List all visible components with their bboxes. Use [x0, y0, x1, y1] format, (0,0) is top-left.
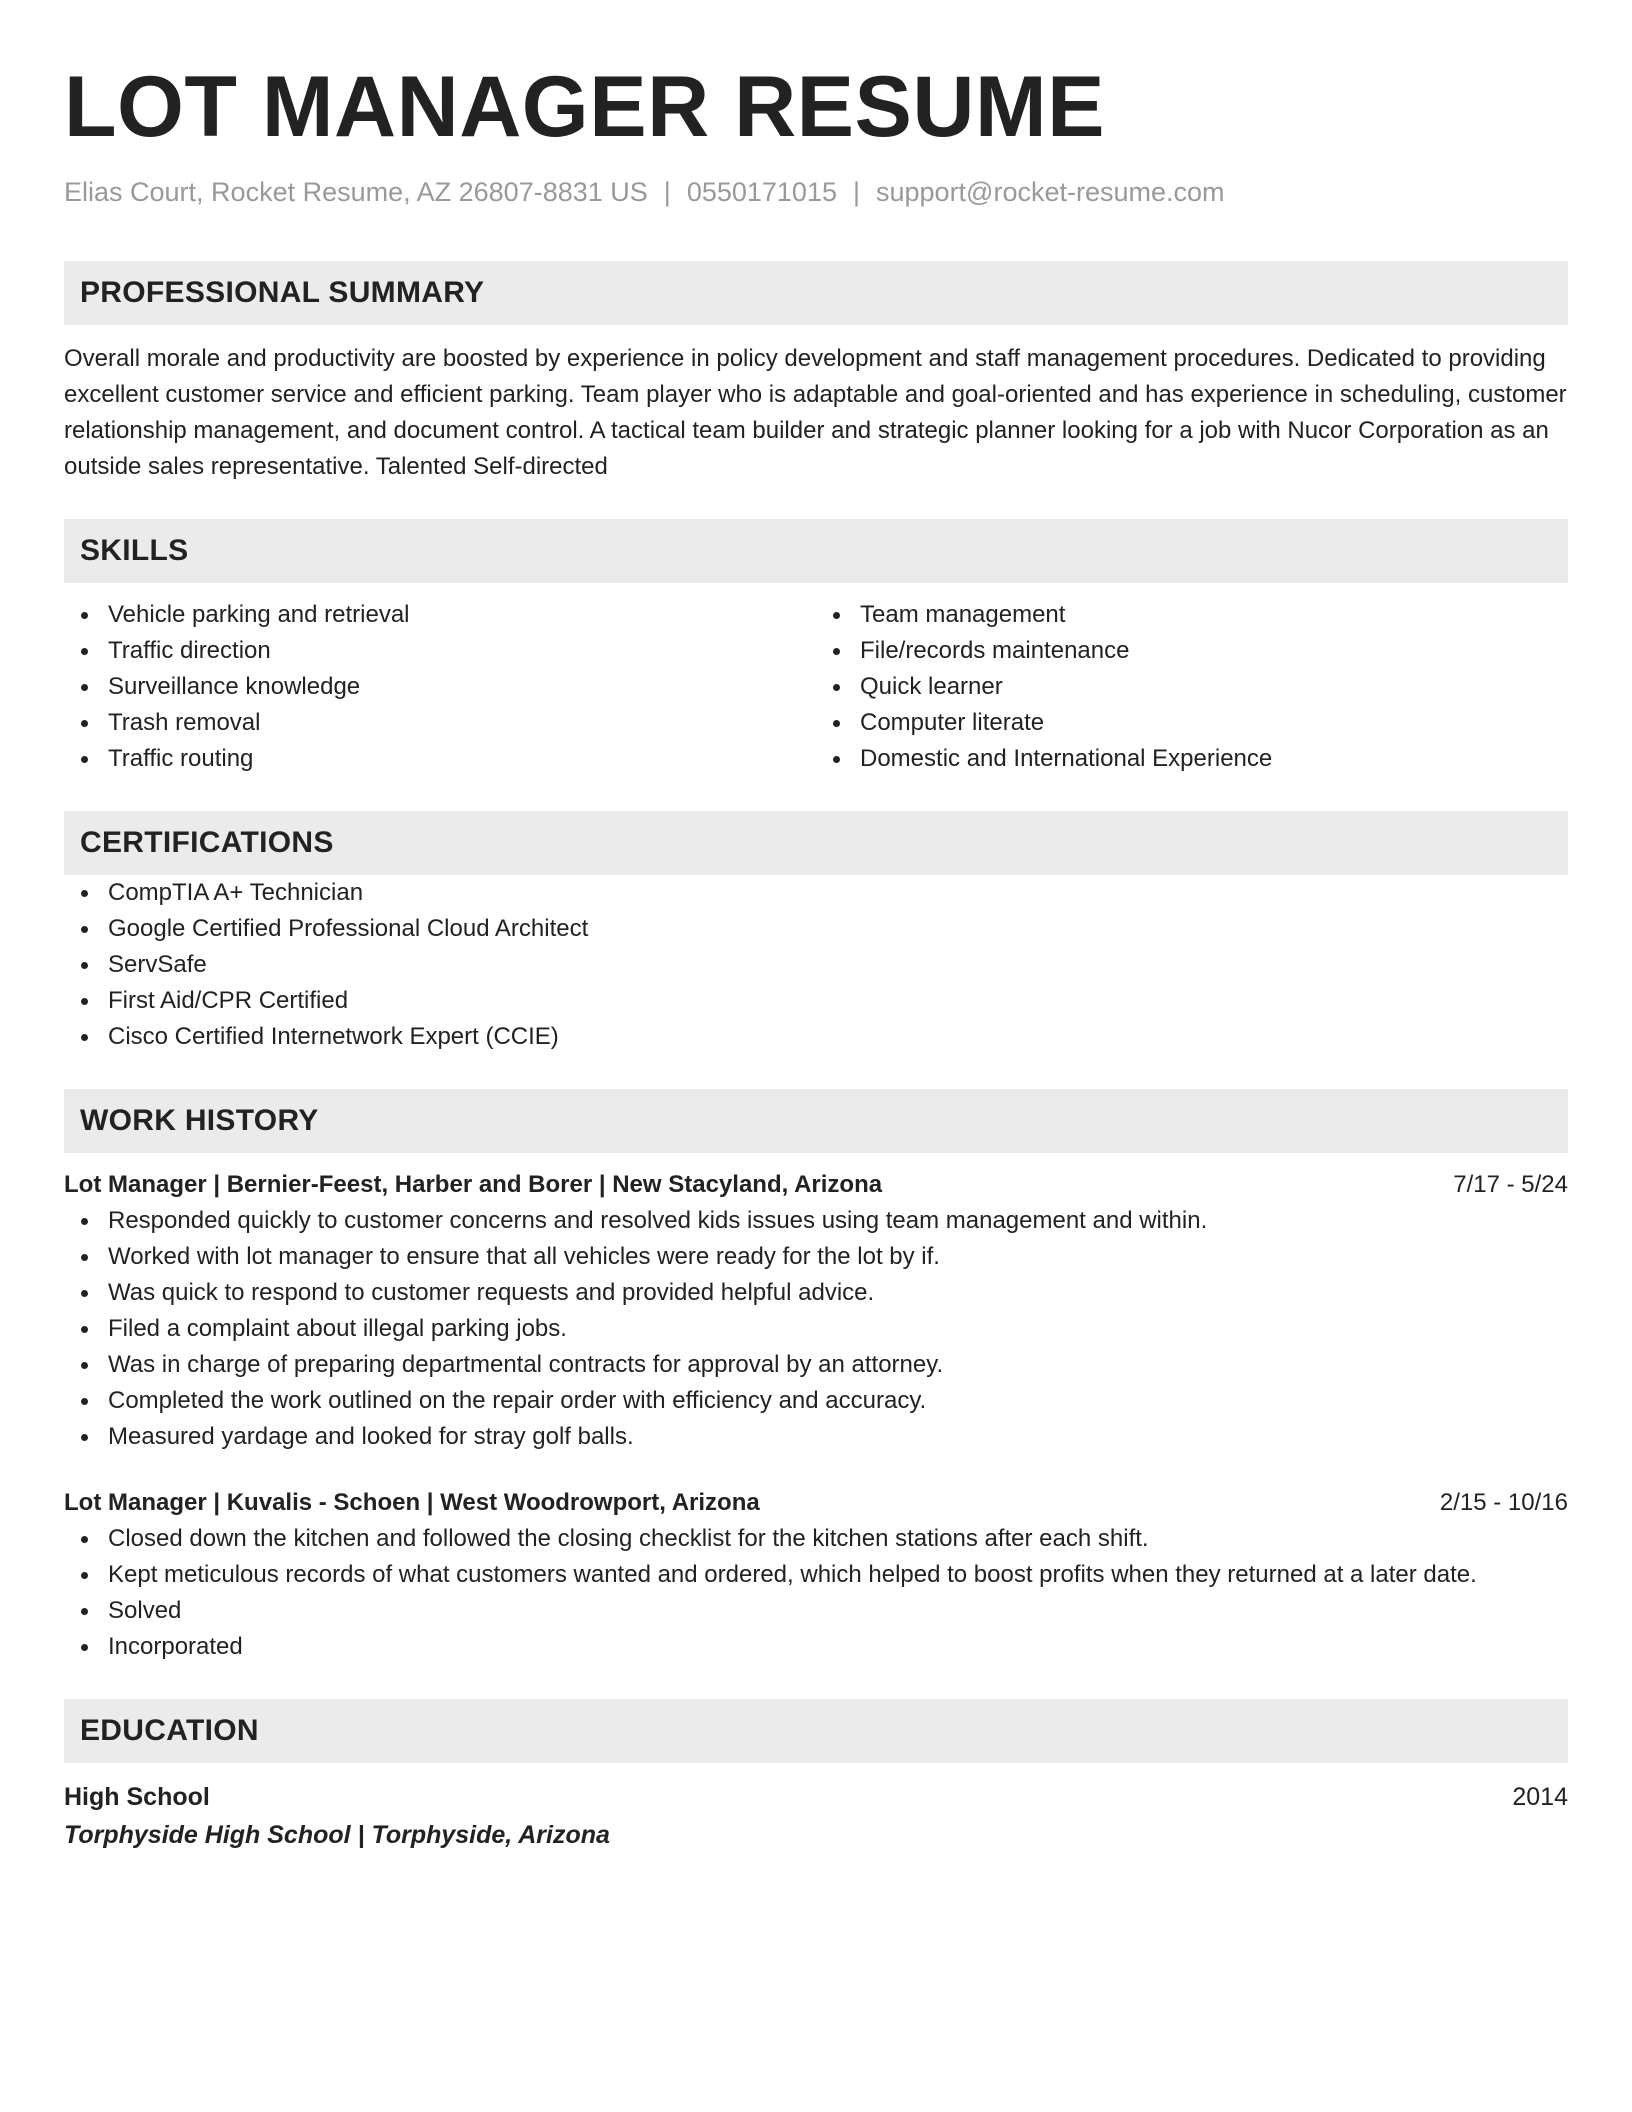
skill-item: Domestic and International Experience	[816, 741, 1568, 777]
summary-section	[64, 261, 1568, 485]
job-bullet: Solved	[64, 1593, 1568, 1629]
job-dates: 7/17 - 5/24	[1453, 1171, 1568, 1198]
certifications-heading: CERTIFICATIONS	[64, 811, 1568, 875]
work-heading: WORK HISTORY	[64, 1089, 1568, 1153]
certifications-list	[64, 875, 1568, 1055]
skills-heading: SKILLS	[64, 519, 1568, 583]
job-bullets	[64, 1521, 1568, 1665]
contact-email: support@rocket-resume.com	[876, 177, 1225, 207]
education-header	[64, 1779, 1568, 1815]
job-bullet: Worked with lot manager to ensure that all vehicles were ready for the lot by if.	[64, 1239, 1568, 1275]
job-bullet: Measured yardage and looked for stray golf balls.	[64, 1419, 1568, 1455]
skills-left-list	[64, 597, 816, 777]
education-degree: High School	[64, 1783, 210, 1811]
skills-right-list	[816, 597, 1568, 777]
education-year: 2014	[1512, 1783, 1568, 1811]
job-bullet: Was quick to respond to customer requests and provided helpful advice.	[64, 1275, 1568, 1311]
job-bullet: Closed down the kitchen and followed the closing checklist for the kitchen stations after each shift.	[64, 1521, 1568, 1557]
contact-separator: |	[852, 177, 860, 207]
skill-item: Traffic routing	[64, 741, 816, 777]
contact-separator: |	[663, 177, 671, 207]
skill-item: Surveillance knowledge	[64, 669, 816, 705]
job-bullet: Filed a complaint about illegal parking jobs.	[64, 1311, 1568, 1347]
skill-item: Team management	[816, 597, 1568, 633]
job-title: Lot Manager | Kuvalis - Schoen | West Woodrowport, Arizona	[64, 1489, 760, 1516]
contact-phone: 0550171015	[686, 177, 837, 207]
certification-item: Cisco Certified Internetwork Expert (CCIE)	[64, 1019, 1568, 1055]
summary-heading: PROFESSIONAL SUMMARY	[64, 261, 1568, 325]
summary-text: Overall morale and productivity are boosted by experience in policy development and staff management procedures. Dedicated to providing excellent customer service and efficient parking. Team player who is adaptable and goal-oriented and has experience in scheduling, customer relationship management, and document control. A tactical team builder and strategic planner looking for a job with Nucor Corporation as an outside sales representative. Talented Self-directed	[64, 345, 1567, 480]
job-bullet: Kept meticulous records of what customers wanted and ordered, which helped to boost profits when they returned at a later date.	[64, 1557, 1568, 1593]
resume-title: LOT MANAGER RESUME	[64, 59, 1105, 155]
job-header	[64, 1485, 1568, 1521]
work-section	[64, 1089, 1568, 1665]
job-dates: 2/15 - 10/16	[1439, 1489, 1568, 1516]
job-title: Lot Manager | Bernier-Feest, Harber and Borer | New Stacyland, Arizona	[64, 1171, 883, 1198]
education-heading: EDUCATION	[64, 1699, 1568, 1763]
skill-item: File/records maintenance	[816, 633, 1568, 669]
certifications-section	[64, 811, 1568, 1055]
contact-line	[64, 174, 1568, 210]
job-bullet: Responded quickly to customer concerns and resolved kids issues using team management and within.	[64, 1203, 1568, 1239]
contact-address: Elias Court, Rocket Resume, AZ 26807-8831 US	[64, 177, 648, 207]
skill-item: Traffic direction	[64, 633, 816, 669]
certification-item: First Aid/CPR Certified	[64, 983, 1568, 1019]
skill-item: Quick learner	[816, 669, 1568, 705]
job-bullet: Completed the work outlined on the repair order with efficiency and accuracy.	[64, 1383, 1568, 1419]
certification-item: ServSafe	[64, 947, 1568, 983]
skill-item: Computer literate	[816, 705, 1568, 741]
skills-section	[64, 519, 1568, 777]
skill-item: Trash removal	[64, 705, 816, 741]
education-section	[64, 1699, 1568, 1855]
job-entry	[64, 1485, 1568, 1665]
job-entry	[64, 1167, 1568, 1455]
skills-grid	[64, 597, 1568, 777]
education-school: Torphyside High School | Torphyside, Arizona	[64, 1821, 610, 1849]
certification-item: CompTIA A+ Technician	[64, 875, 1568, 911]
job-bullet: Was in charge of preparing departmental contracts for approval by an attorney.	[64, 1347, 1568, 1383]
job-header	[64, 1167, 1568, 1203]
job-bullets	[64, 1203, 1568, 1455]
skill-item: Vehicle parking and retrieval	[64, 597, 816, 633]
job-bullet: Incorporated	[64, 1629, 1568, 1665]
certification-item: Google Certified Professional Cloud Architect	[64, 911, 1568, 947]
